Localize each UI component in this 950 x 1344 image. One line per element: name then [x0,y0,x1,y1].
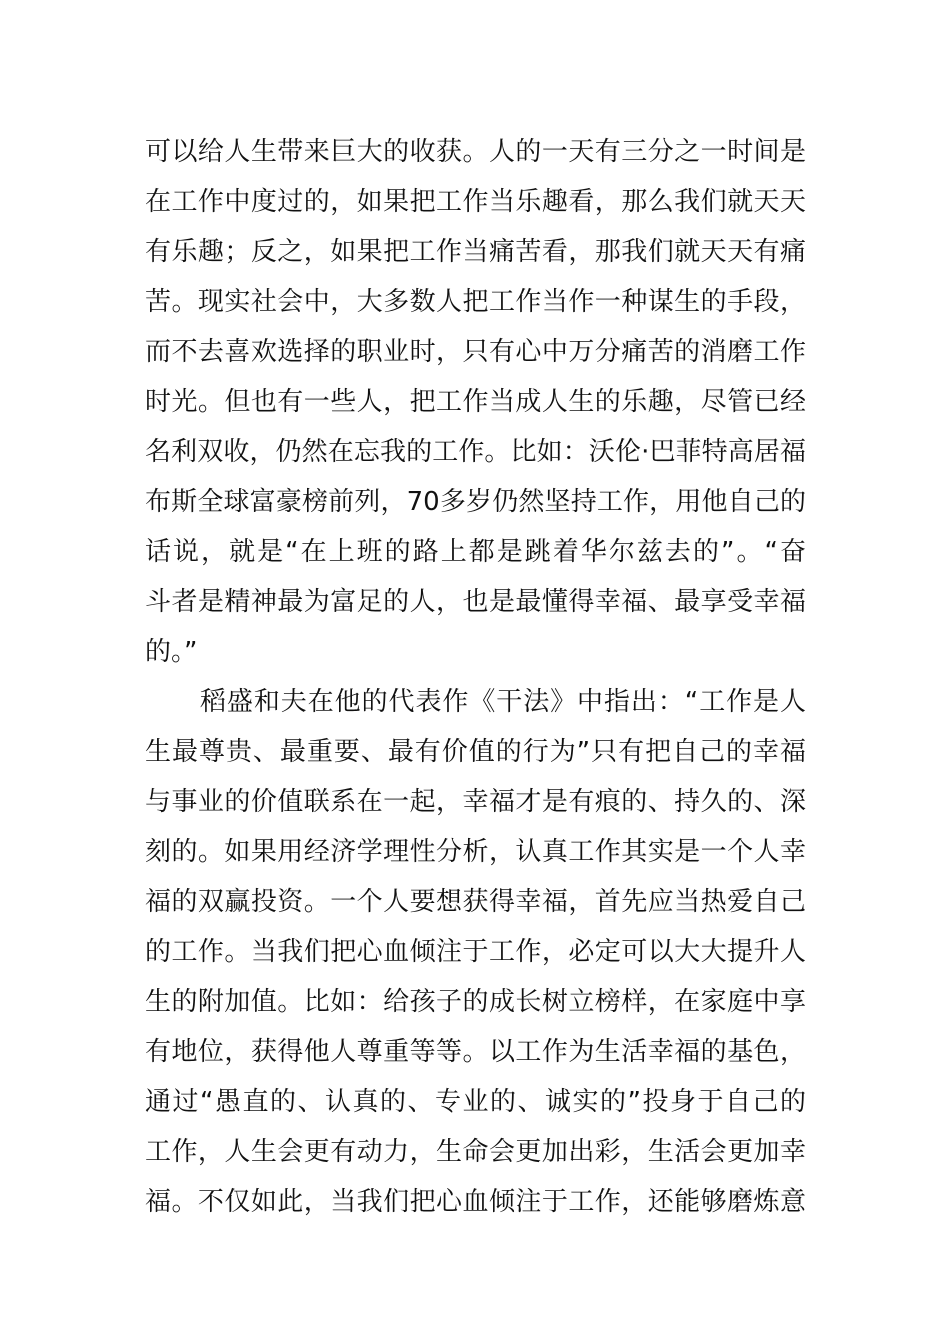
text-line: 有地位，获得他人尊重等等。以工作为生活幸福的基色， [145,1037,806,1067]
document-page [145,127,806,1227]
text-line: 苦。现实社会中，大多数人把工作当作一种谋生的手段， [145,287,806,317]
text-line: 生最尊贵、最重要、最有价值的行为”只有把自己的幸福 [145,737,806,767]
text-line: 的工作。当我们把心血倾注于工作，必定可以大大提升人 [145,937,806,967]
text-line: 有乐趣；反之，如果把工作当痛苦看，那我们就天天有痛 [145,237,806,267]
text-line: 可以给人生带来巨大的收获。人的一天有三分之一时间是 [145,137,806,167]
text-line: 布斯全球富豪榜前列，70多岁仍然坚持工作，用他自己的 [145,487,806,517]
text-line: 工作，人生会更有动力，生命会更加出彩，生活会更加幸 [145,1137,806,1167]
text-line: 福的双赢投资。一个人要想获得幸福，首先应当热爱自己 [145,887,806,917]
text-line: 稻盛和夫在他的代表作《干法》中指出：“工作是人 [200,687,806,717]
text-line: 刻的。如果用经济学理性分析，认真工作其实是一个人幸 [145,837,806,867]
text-line: 福。不仅如此，当我们把心血倾注于工作，还能够磨炼意 [145,1187,806,1217]
text-line: 在工作中度过的，如果把工作当乐趣看，那么我们就天天 [145,187,806,217]
text-line: 的。” [145,637,198,667]
text-line: 时光。但也有一些人，把工作当成人生的乐趣，尽管已经 [145,387,806,417]
paragraph-1 [145,127,806,677]
text-line: 话说，就是“在上班的路上都是跳着华尔兹去的”。“奋 [145,537,806,567]
text-line: 通过“愚直的、认真的、专业的、诚实的”投身于自己的 [145,1087,806,1117]
text-line: 斗者是精神最为富足的人，也是最懂得幸福、最享受幸福 [145,587,806,617]
text-line: 而不去喜欢选择的职业时，只有心中万分痛苦的消磨工作 [145,337,806,367]
text-line: 与事业的价值联系在一起，幸福才是有痕的、持久的、深 [145,787,806,817]
paragraph-2 [145,677,806,1227]
text-line: 生的附加值。比如：给孩子的成长树立榜样，在家庭中享 [145,987,806,1017]
text-line: 名利双收，仍然在忘我的工作。比如：沃伦·巴菲特高居福 [145,437,806,467]
